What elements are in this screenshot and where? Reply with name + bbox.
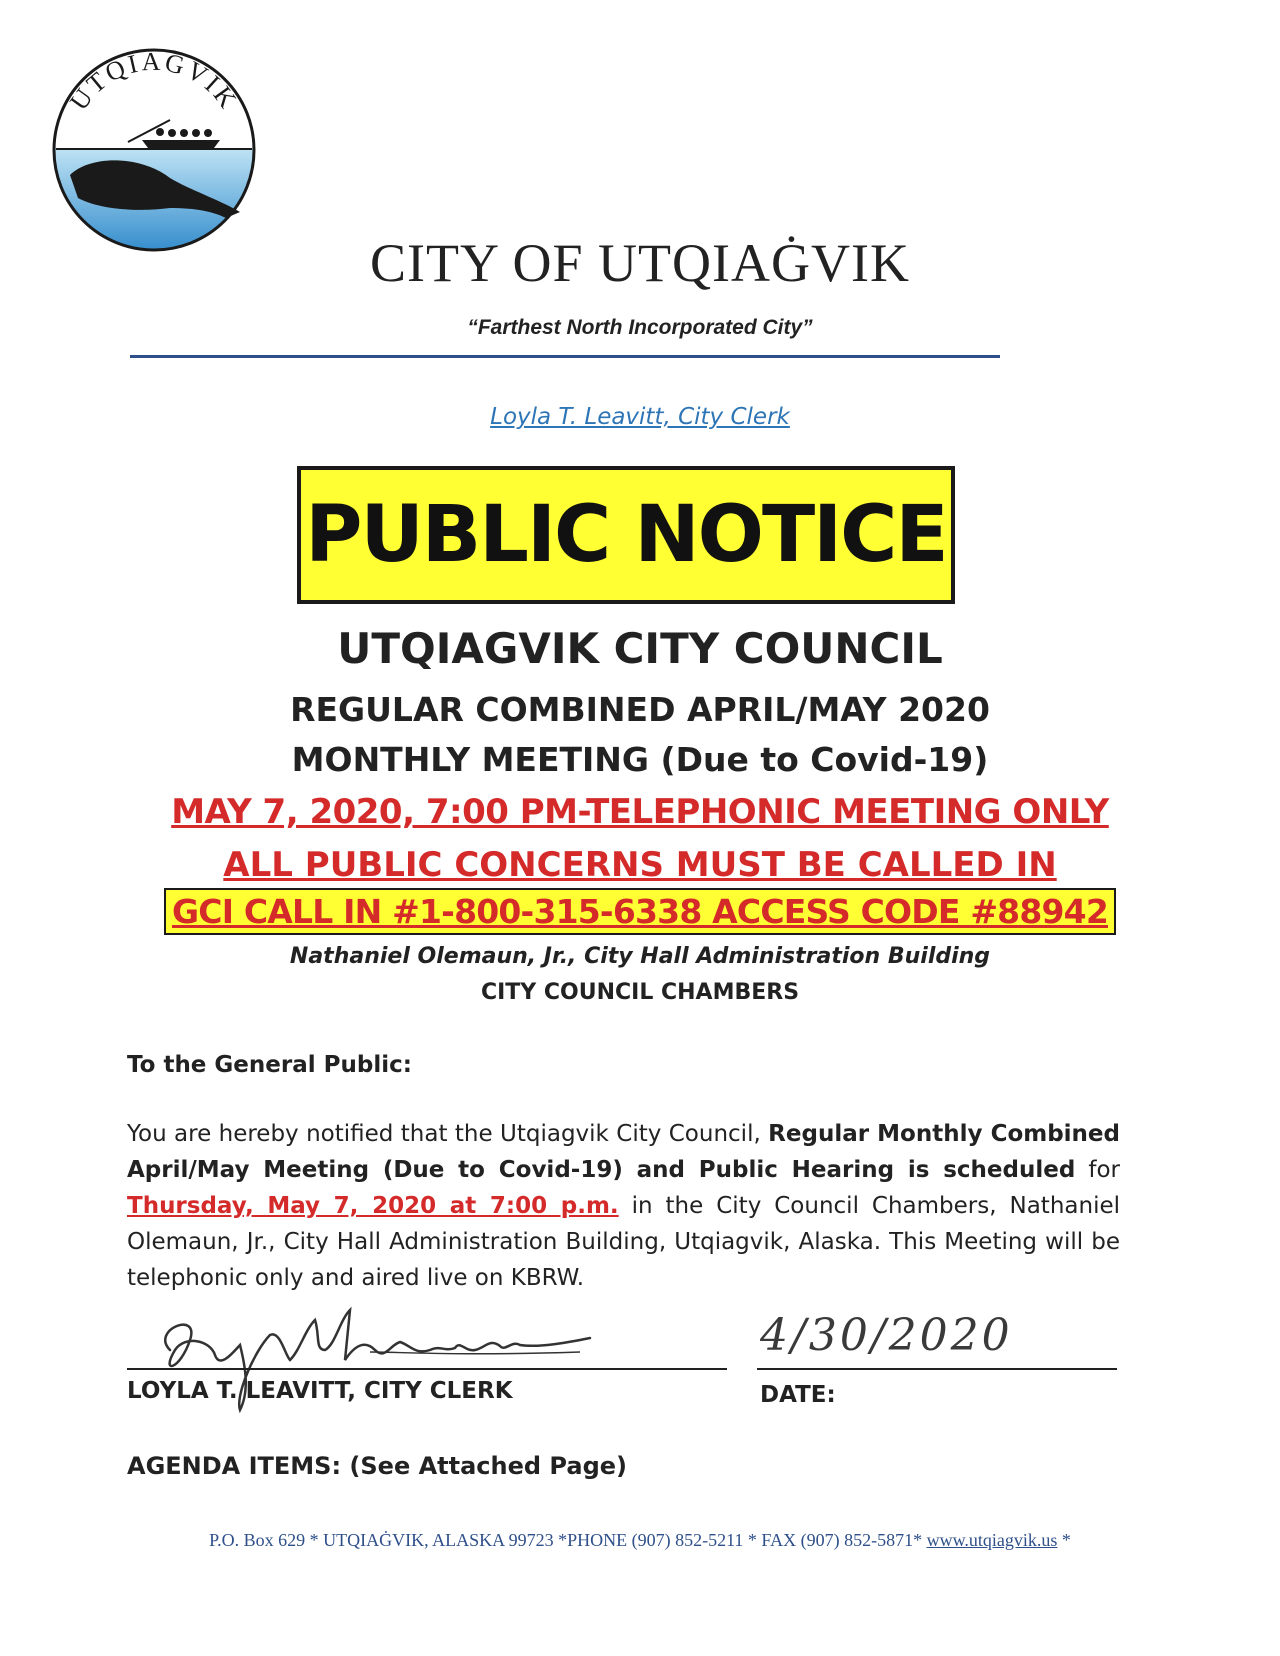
call-in-wrapper [0,888,1280,935]
clerk-signature [140,1290,640,1430]
para-date: Thursday, May 7, 2020 at 7:00 p.m. [127,1193,619,1219]
council-heading: UTQIAGVIK CITY COUNCIL [337,624,943,673]
para-start: You are hereby notified that the Utqiagvik City Council, [127,1121,769,1147]
city-clerk-link[interactable]: Loyla T. Leavitt, City Clerk [490,404,790,430]
public-concerns-line: ALL PUBLIC CONCERNS MUST BE CALLED IN [223,845,1057,885]
footer-website-link[interactable]: www.utqiagvik.us [926,1530,1058,1550]
chambers-name: CITY COUNCIL CHAMBERS [480,980,800,1005]
public-notice-title: PUBLIC NOTICE [305,490,947,580]
city-seal-logo [30,40,278,260]
date-line-rule [757,1368,1117,1370]
public-notice-banner [297,466,955,604]
city-title: CITY OF UTQIAĠVIK [370,233,910,293]
date-caption: DATE: [760,1382,836,1408]
meeting-title-line1: REGULAR COMBINED APRIL/MAY 2020 [290,690,990,729]
meeting-date-line: MAY 7, 2020, 7:00 PM-TELEPHONIC MEETING ONLY [171,792,1109,832]
seal-text: UTQIAĠVIK [64,46,244,116]
city-motto: “Farthest North Incorporated City” [467,316,813,339]
greeting: To the General Public: [127,1052,412,1078]
meeting-title-line2: MONTHLY MEETING (Due to Covid-19) [291,740,989,779]
para-end: in the City Council Chambers, Nathaniel Olemaun, Jr., City Hall Administration Building, Utqiagvik, Alaska. This Meeting will be telephonic only and aired live on KBRW. [127,1193,1120,1291]
umiak-boat [142,140,220,148]
agenda-items: AGENDA ITEMS: (See Attached Page) [127,1452,627,1480]
letterhead-rule [130,355,1000,358]
footer [0,1530,1280,1551]
para-for: for [1075,1157,1121,1183]
para-bold: Regular Monthly Combined April/May Meeting (Due to Covid-19) and Public Hearing is scheduled [127,1121,1120,1183]
call-in-number: GCI CALL IN #1-800-315-6338 ACCESS CODE #88942 [164,888,1116,935]
signature-line [127,1368,727,1370]
handwritten-date: 4/30/2020 [760,1310,1013,1361]
footer-address: P.O. Box 629 * UTQIAĠVIK, ALASKA 99723 *PHONE (907) 852-5211 * FAX (907) 852-5871* [209,1530,927,1550]
clerk-caption: LOYLA T. LEAVITT, CITY CLERK [127,1378,513,1404]
building-name: Nathaniel Olemaun, Jr., City Hall Administration Building [289,944,991,969]
notice-paragraph [127,1116,1120,1296]
footer-trailing: * [1057,1530,1071,1550]
